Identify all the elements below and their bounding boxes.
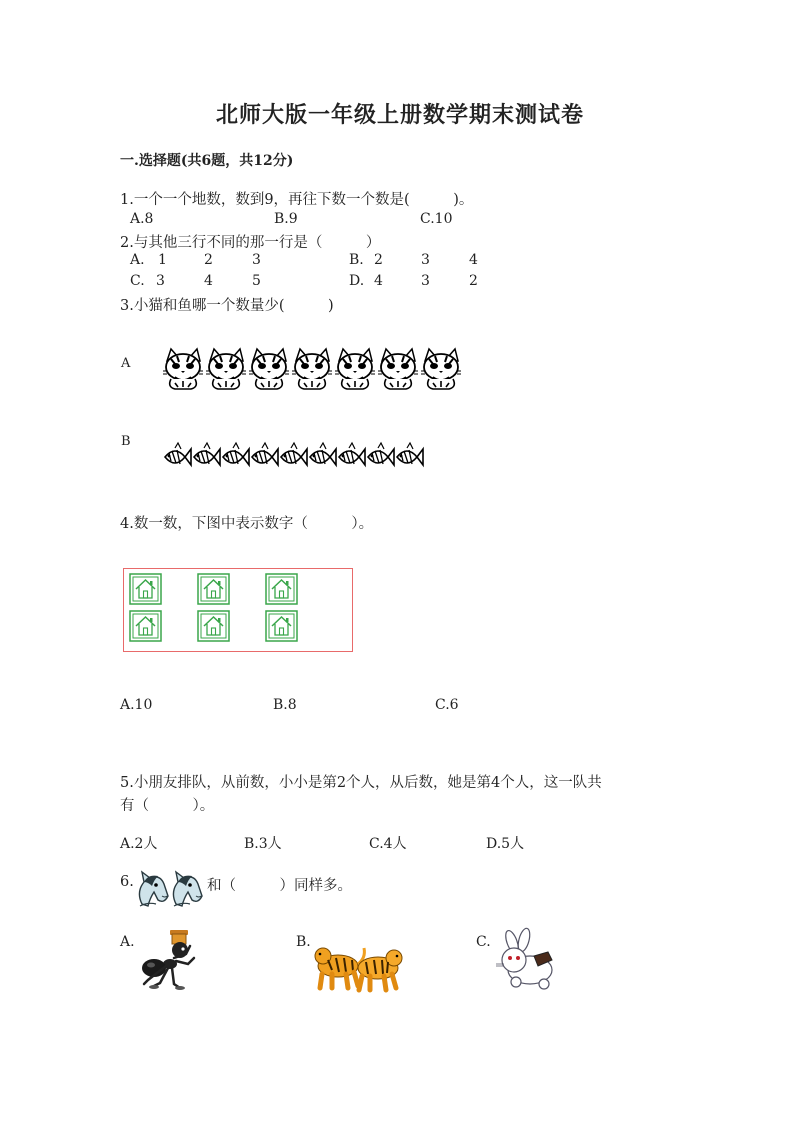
q6-option-b[interactable]: B.: [296, 934, 311, 950]
q2-option-c-num: 5: [252, 273, 261, 289]
house-icon: [266, 611, 297, 641]
cat-icon: [378, 349, 418, 389]
cat-icon: [206, 349, 246, 389]
house-grid: [123, 568, 353, 652]
fish-icon: [397, 443, 423, 465]
question-5-line-1: 5.小朋友排队，从前数，小小是第2个人，从后数，她是第4个人，这一队共: [120, 775, 602, 791]
q2-option-b-num: 2: [374, 252, 383, 268]
cat-icon: [421, 349, 461, 389]
rabbit-icon: [494, 930, 564, 992]
fish-icon: [194, 443, 220, 465]
fish-icon: [252, 443, 278, 465]
q2-option-d-num: 4: [374, 273, 383, 289]
question-5-line-2: 有（ ）。: [120, 798, 215, 814]
tiger-pair-icon: [314, 934, 404, 994]
q4-option-b[interactable]: B.8: [273, 697, 297, 713]
q2-option-a-num: 3: [252, 252, 261, 268]
house-icon: [198, 574, 229, 604]
house-icon: [130, 611, 161, 641]
cat-icon: [292, 349, 332, 389]
fish-icon: [223, 443, 249, 465]
q2-option-d-num: 3: [421, 273, 430, 289]
q5-option-d[interactable]: D.5人: [486, 836, 525, 852]
horse-head-icon: [139, 872, 168, 906]
fish-icon: [281, 443, 307, 465]
page-title: 北师大版一年级上册数学期末测试卷: [215, 102, 584, 128]
q2-option-c-letter[interactable]: C.: [130, 273, 145, 289]
q2-option-b-num: 4: [469, 252, 478, 268]
q5-option-c[interactable]: C.4人: [369, 836, 407, 852]
question-3-text: 3.小猫和鱼哪一个数量少( ): [120, 298, 334, 314]
fish-icon: [165, 443, 191, 465]
fish-icon: [310, 443, 336, 465]
cat-icon: [163, 349, 203, 389]
q2-option-a-num: 1: [158, 252, 167, 268]
q2-option-a-num: 2: [204, 252, 213, 268]
q2-option-d-num: 2: [469, 273, 478, 289]
cat-row: [163, 347, 469, 393]
q2-option-a-letter[interactable]: A.: [130, 252, 145, 268]
house-icon: [130, 574, 161, 604]
q2-option-c-num: 3: [156, 273, 165, 289]
q3-label-a[interactable]: A: [121, 356, 131, 371]
q4-option-a[interactable]: A.10: [120, 697, 153, 713]
q5-option-b[interactable]: B.3人: [244, 836, 282, 852]
question-2-text: 2.与其他三行不同的那一行是（ ）: [120, 235, 381, 251]
q1-option-c[interactable]: C.10: [420, 211, 453, 227]
horse-head-icon: [173, 872, 202, 906]
fish-icon: [339, 443, 365, 465]
question-4-text: 4.数一数，下图中表示数字（ ）。: [120, 516, 374, 532]
section-heading: 一.选择题(共6题，共12分): [120, 153, 294, 169]
horse-pair-icon: [134, 866, 206, 908]
q6-option-c[interactable]: C.: [476, 934, 491, 950]
q4-option-c[interactable]: C.6: [435, 697, 459, 713]
q5-option-a[interactable]: A.2人: [120, 836, 158, 852]
q2-option-d-letter[interactable]: D.: [349, 273, 365, 289]
cat-icon: [249, 349, 289, 389]
house-icon: [266, 574, 297, 604]
fish-icon: [368, 443, 394, 465]
fish-row: [163, 442, 438, 472]
q2-option-c-num: 4: [204, 273, 213, 289]
q1-option-a[interactable]: A.8: [130, 211, 154, 227]
q2-option-b-letter[interactable]: B.: [349, 252, 364, 268]
cat-icon: [335, 349, 375, 389]
ant-icon: [140, 928, 210, 994]
question-6-text: 和（ ）同样多。: [207, 878, 352, 894]
q2-option-b-num: 3: [421, 252, 430, 268]
q1-option-b[interactable]: B.9: [274, 211, 298, 227]
question-1-text: 1.一个一个地数，数到9，再往下数一个数是( )。: [120, 192, 474, 208]
q3-label-b[interactable]: B: [121, 434, 131, 449]
house-icon: [198, 611, 229, 641]
question-6-number: 6.: [120, 874, 134, 890]
q6-option-a[interactable]: A.: [120, 934, 135, 950]
